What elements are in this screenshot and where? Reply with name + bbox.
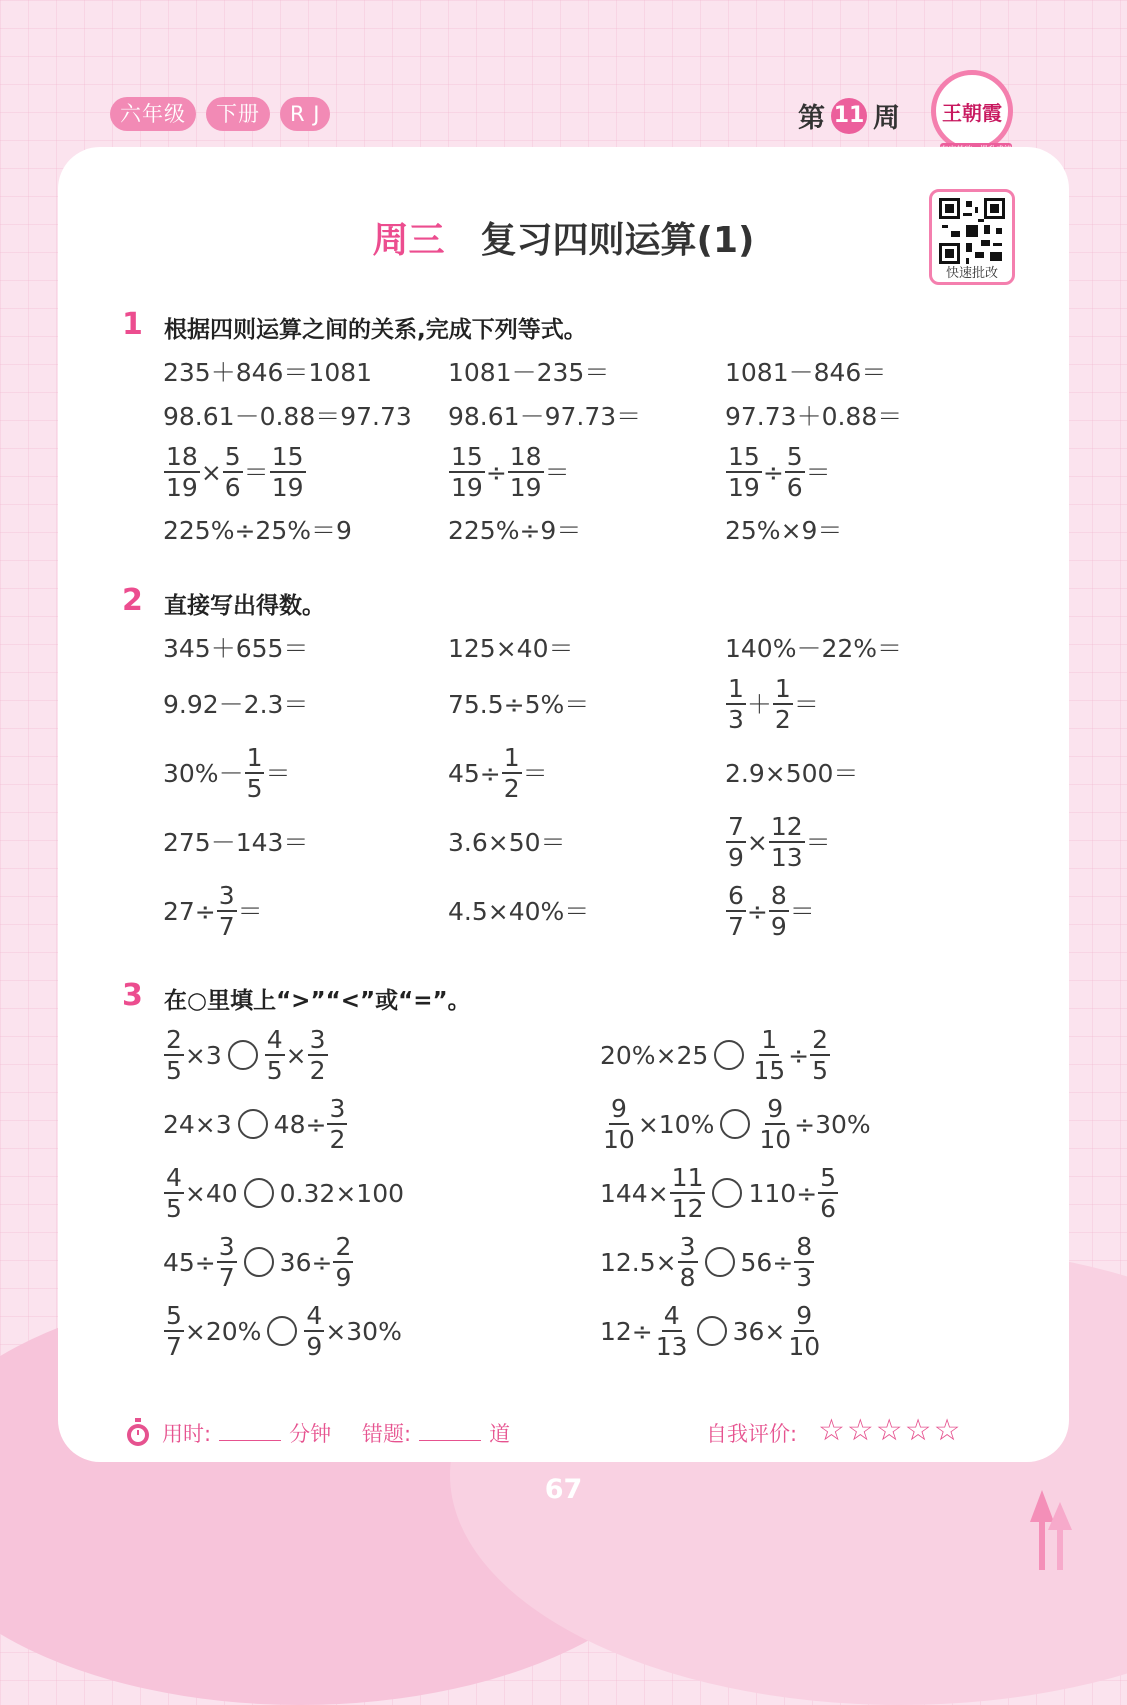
section-title: 在○里填上“>”“<”或“=”。 <box>164 988 471 1014</box>
equation: 1081－235＝ <box>448 358 610 387</box>
equation: 75.5÷5%＝ <box>448 690 590 719</box>
arrow-decoration-icon <box>1030 1490 1075 1570</box>
star-rating[interactable]: ☆☆☆☆☆ <box>818 1413 963 1448</box>
equation: 30%－ $\frac{1}{5}$ ＝ <box>163 743 291 803</box>
answer-circle[interactable] <box>705 1247 735 1277</box>
answer-circle[interactable] <box>244 1178 274 1208</box>
fraction: $\frac{1}{3}$ <box>728 674 744 734</box>
equation: $\frac{7}{9}$ × $\frac{12}{13}$ ＝ <box>728 812 831 872</box>
equation: 98.61－97.73＝ <box>448 402 642 431</box>
fraction: $\frac{1}{15}$ <box>753 1025 786 1085</box>
fraction: $\frac{11}{12}$ <box>671 1163 704 1223</box>
answer-circle[interactable] <box>228 1040 258 1070</box>
qr-code[interactable] <box>929 189 1015 285</box>
fraction: $\frac{12}{13}$ <box>770 812 803 872</box>
volume-tag: 下册 <box>206 97 270 131</box>
comparison: $\frac{5}{7}$ ×20% $\frac{4}{9}$ ×30% <box>166 1301 402 1361</box>
brand-logo: 王朝霞 <box>931 70 1013 152</box>
comparison: $\frac{4}{5}$ ×40 0.32×100 <box>166 1163 405 1223</box>
equation: 27÷ $\frac{3}{7}$ ＝ <box>163 881 263 941</box>
equation: 140%－22%＝ <box>725 634 903 663</box>
equation: 125×40＝ <box>448 634 574 663</box>
fraction: $\frac{6}{7}$ <box>728 881 744 941</box>
page-title: 周三 复习四则运算(1) <box>372 220 755 261</box>
answer-circle[interactable] <box>720 1109 750 1139</box>
answer-circle[interactable] <box>267 1316 297 1346</box>
fraction: $\frac{3}{2}$ <box>329 1094 346 1154</box>
equation: 4.5×40%＝ <box>448 897 590 926</box>
equation: 3.6×50＝ <box>448 828 566 857</box>
qr-label: 快速批改 <box>945 266 998 281</box>
wrong-blank[interactable] <box>419 1440 481 1441</box>
fraction: $\frac{1}{2}$ <box>503 743 520 803</box>
grade-tags <box>110 97 330 131</box>
fraction: $\frac{3}{7}$ <box>218 881 235 941</box>
comparison: 144× $\frac{11}{12}$ 110÷ $\frac{5}{6}$ <box>600 1163 837 1223</box>
equation: 97.73＋0.88＝ <box>725 402 903 431</box>
self-rating-label: 自我评价: <box>706 1422 798 1446</box>
time-blank[interactable] <box>219 1440 281 1441</box>
answer-circle[interactable] <box>697 1316 727 1346</box>
equation: 25%×9＝ <box>725 516 843 545</box>
fraction: $\frac{9}{10}$ <box>759 1094 792 1154</box>
equation: 9.92－2.3＝ <box>163 690 309 719</box>
equation: $\frac{15}{19}$ ÷ $\frac{5}{6}$ ＝ <box>728 442 831 502</box>
equation: 1081－846＝ <box>725 358 887 387</box>
week-number: 11 <box>831 98 867 134</box>
grade-tag: 六年级 <box>110 97 196 131</box>
edition-tag: R J <box>280 97 330 131</box>
equation: $\frac{6}{7}$ ÷ $\frac{8}{9}$ ＝ <box>728 881 815 941</box>
comparison: $\frac{9}{10}$ ×10% $\frac{9}{10}$ ÷30% <box>603 1094 871 1154</box>
fraction: $\frac{7}{9}$ <box>728 812 744 872</box>
fraction: $\frac{4}{9}$ <box>306 1301 323 1361</box>
equation: 225%÷25%＝9 <box>163 516 352 545</box>
equation: 2.9×500＝ <box>725 759 859 788</box>
week-indicator: 第 11 周 <box>798 96 900 135</box>
answer-circle[interactable] <box>714 1040 744 1070</box>
stopwatch-icon <box>124 1418 152 1448</box>
fraction: $\frac{8}{3}$ <box>796 1232 813 1292</box>
fraction: $\frac{4}{13}$ <box>655 1301 688 1361</box>
time-spent: 用时: 分钟 <box>162 1422 332 1446</box>
equation: $\frac{15}{19}$ ÷ $\frac{18}{19}$ ＝ <box>451 442 570 502</box>
equation: 345＋655＝ <box>163 634 309 663</box>
answer-circle[interactable] <box>238 1109 268 1139</box>
section-title: 直接写出得数。 <box>164 593 325 619</box>
fraction: $\frac{3}{8}$ <box>679 1232 696 1292</box>
equation: 98.61－0.88＝97.73 <box>163 402 412 431</box>
fraction: $\frac{5}{6}$ <box>786 442 803 502</box>
equation: $\frac{1}{3}$ ＋ $\frac{1}{2}$ ＝ <box>728 674 819 734</box>
fraction: $\frac{2}{5}$ <box>812 1025 828 1085</box>
fraction: $\frac{5}{6}$ <box>820 1163 837 1223</box>
comparison: $\frac{2}{5}$ ×3 $\frac{4}{5}$ × $\frac{3}{2}$ <box>166 1025 326 1085</box>
comparison: 12.5× $\frac{3}{8}$ 56÷ $\frac{8}{3}$ <box>600 1232 813 1292</box>
comparison: 24×3 48÷ $\frac{3}{2}$ <box>163 1094 346 1154</box>
fraction: $\frac{3}{2}$ <box>309 1025 326 1085</box>
section-number: 3 <box>122 978 143 1013</box>
fraction: $\frac{5}{6}$ <box>224 442 241 502</box>
fraction: $\frac{2}{9}$ <box>335 1232 352 1292</box>
fraction: $\frac{3}{7}$ <box>218 1232 235 1292</box>
section-number: 2 <box>122 583 143 618</box>
comparison: 20%×25 $\frac{1}{15}$ ÷ $\frac{2}{5}$ <box>600 1025 828 1085</box>
fraction: $\frac{15}{19}$ <box>271 442 304 502</box>
equation: 45÷ $\frac{1}{2}$ ＝ <box>448 743 548 803</box>
equation: 225%÷9＝ <box>448 516 582 545</box>
fraction: $\frac{4}{5}$ <box>266 1025 283 1085</box>
wrong-count: 错题: 道 <box>362 1422 511 1446</box>
section-number: 1 <box>122 307 143 342</box>
comparison: 12÷ $\frac{4}{13}$ 36× $\frac{9}{10}$ <box>600 1301 821 1361</box>
equation: 235＋846＝1081 <box>163 358 373 387</box>
fraction: $\frac{5}{7}$ <box>166 1301 182 1361</box>
fraction: $\frac{1}{5}$ <box>246 743 263 803</box>
comparison: 45÷ $\frac{3}{7}$ 36÷ $\frac{2}{9}$ <box>163 1232 352 1292</box>
fraction: $\frac{15}{19}$ <box>728 442 760 502</box>
fraction: $\frac{9}{10}$ <box>603 1094 635 1154</box>
page-number: 67 <box>544 1474 583 1505</box>
answer-circle[interactable] <box>244 1247 274 1277</box>
fraction: $\frac{2}{5}$ <box>166 1025 182 1085</box>
fraction: $\frac{18}{19}$ <box>509 442 542 502</box>
fraction: $\frac{8}{9}$ <box>770 881 787 941</box>
answer-circle[interactable] <box>712 1178 742 1208</box>
equation: 275－143＝ <box>163 828 309 857</box>
fraction: $\frac{9}{10}$ <box>788 1301 821 1361</box>
equation: $\frac{18}{19}$ × $\frac{5}{6}$ ＝ $\frac{15}{19}$ <box>166 442 304 502</box>
qr-code-icon <box>939 198 1005 264</box>
fraction: $\frac{1}{2}$ <box>774 674 791 734</box>
fraction: $\frac{18}{19}$ <box>166 442 198 502</box>
fraction: $\frac{4}{5}$ <box>166 1163 182 1223</box>
section-title: 根据四则运算之间的关系,完成下列等式。 <box>164 317 587 343</box>
fraction: $\frac{15}{19}$ <box>451 442 483 502</box>
